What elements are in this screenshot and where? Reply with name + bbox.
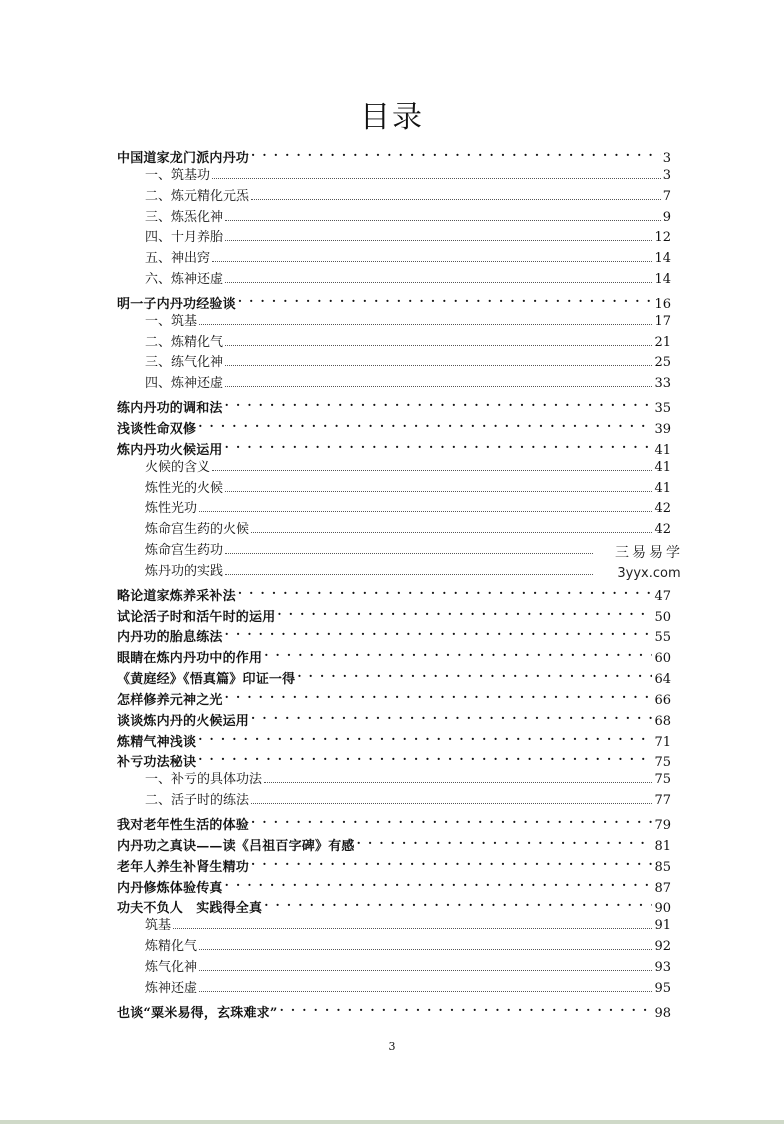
toc-subentry[interactable] bbox=[117, 225, 671, 246]
toc-entry[interactable] bbox=[117, 413, 671, 437]
toc-entry-page: 41 bbox=[654, 480, 671, 496]
toc-subentry[interactable] bbox=[117, 371, 671, 392]
dot-leader bbox=[225, 434, 653, 454]
dot-leader bbox=[225, 371, 652, 387]
toc-subentry[interactable] bbox=[117, 496, 671, 517]
toc-entry-title: 内丹功的胎息练法 bbox=[117, 630, 223, 646]
toc-subentry[interactable] bbox=[117, 559, 671, 580]
dot-leader bbox=[199, 309, 652, 325]
toc-entry-title: 二、炼元精化元炁 bbox=[145, 188, 250, 204]
toc-entry[interactable] bbox=[117, 288, 671, 312]
dot-leader bbox=[212, 246, 652, 262]
dot-leader bbox=[212, 455, 652, 471]
toc-entry-title: 五、神出窍 bbox=[145, 251, 211, 267]
dot-leader bbox=[251, 142, 661, 162]
toc-subentry[interactable] bbox=[117, 267, 671, 288]
dot-leader bbox=[198, 746, 652, 766]
toc-entry-page: 21 bbox=[654, 334, 671, 350]
toc-entry-page: 3 bbox=[662, 151, 671, 166]
toc-entry-page: 41 bbox=[654, 459, 671, 475]
toc-entry-page: 64 bbox=[654, 672, 671, 688]
toc-entry-title: 炼丹功的实践 bbox=[145, 563, 224, 579]
toc-entry[interactable] bbox=[117, 434, 671, 458]
toc-entry[interactable] bbox=[117, 997, 671, 1021]
toc-entry-page: 81 bbox=[654, 838, 671, 854]
toc-entry-title: 明一子内丹功经验谈 bbox=[117, 296, 236, 312]
dot-leader bbox=[199, 496, 652, 512]
toc-entry-title: 中国道家龙门派内丹功 bbox=[117, 151, 250, 166]
toc-entry-page: 33 bbox=[654, 376, 671, 392]
toc-entry-page: 85 bbox=[654, 859, 671, 875]
dot-leader bbox=[198, 726, 652, 746]
toc-entry-title: 我对老年性生活的体验 bbox=[117, 818, 250, 833]
toc-entry-title: 三、炼炁化神 bbox=[145, 209, 224, 225]
dot-leader bbox=[251, 851, 652, 871]
toc-subentry[interactable] bbox=[117, 309, 671, 330]
toc-entry-page: 71 bbox=[654, 734, 671, 750]
dot-leader bbox=[198, 413, 652, 433]
toc-subentry[interactable] bbox=[117, 976, 671, 997]
toc-entry-title: 四、炼神还虚 bbox=[145, 376, 224, 392]
toc-entry-page: 12 bbox=[654, 230, 671, 246]
dot-leader bbox=[251, 517, 652, 533]
toc-entry-title: 炼内丹功火候运用 bbox=[117, 442, 223, 458]
toc-entry-title: 三、练气化神 bbox=[145, 355, 224, 371]
toc-entry-title: 内丹修炼体验传真 bbox=[117, 880, 223, 896]
toc-entry[interactable] bbox=[117, 580, 671, 604]
toc-entry-title: 补亏功法秘诀 bbox=[117, 755, 197, 771]
toc-entry-title: 筑基 bbox=[145, 918, 172, 934]
toc-entry-title: 二、炼精化气 bbox=[145, 334, 224, 350]
watermark bbox=[594, 542, 704, 581]
toc-subentry[interactable] bbox=[117, 330, 671, 351]
toc-entry-title: 练内丹功的调和法 bbox=[117, 401, 223, 417]
toc-subentry[interactable] bbox=[117, 350, 671, 371]
dot-leader bbox=[225, 392, 653, 412]
toc-entry[interactable] bbox=[117, 809, 671, 833]
toc-entry-title: 六、炼神还虚 bbox=[145, 272, 224, 288]
toc-entry-page: 35 bbox=[654, 401, 671, 417]
toc-entry-title: 炼命宫生药功 bbox=[145, 543, 224, 559]
toc-entry-page: 93 bbox=[654, 959, 671, 975]
toc-subentry[interactable] bbox=[117, 538, 671, 559]
toc-entry-page: 90 bbox=[654, 901, 671, 917]
dot-leader bbox=[225, 476, 652, 492]
toc-subentry[interactable] bbox=[117, 476, 671, 497]
toc-entry-page: 25 bbox=[654, 355, 671, 371]
dot-leader bbox=[225, 684, 653, 704]
toc-entry-title: 炼性光的火候 bbox=[145, 480, 224, 496]
dot-leader bbox=[199, 934, 652, 950]
toc-entry-title: 《黄庭经》《悟真篇》印证一得 bbox=[117, 672, 296, 688]
toc-entry-title: 老年人养生补肾生精功 bbox=[117, 859, 250, 875]
dot-leader bbox=[357, 830, 653, 850]
toc-entry-title: 炼精化气 bbox=[145, 939, 198, 955]
dot-leader bbox=[212, 163, 661, 179]
toc-entry-page: 42 bbox=[654, 522, 671, 538]
toc-entry-page: 42 bbox=[654, 501, 671, 517]
toc-entry-page: 91 bbox=[654, 918, 671, 934]
toc-entry-title: 眼睛在炼内丹功中的作用 bbox=[117, 651, 263, 667]
toc-entry-page: 60 bbox=[654, 651, 671, 667]
toc-entry[interactable] bbox=[117, 392, 671, 417]
bottom-border bbox=[0, 1120, 784, 1124]
toc-entry-page: 75 bbox=[654, 755, 671, 771]
toc-entry-page: 77 bbox=[654, 793, 671, 809]
dot-leader bbox=[264, 642, 652, 662]
dot-leader bbox=[225, 205, 661, 221]
table-of-contents bbox=[117, 142, 671, 1021]
toc-entry-page: 68 bbox=[654, 713, 671, 729]
toc-entry-title: 炼性光功 bbox=[145, 501, 198, 517]
toc-entry-title: 功夫不负人 实践得全真 bbox=[117, 901, 263, 917]
toc-entry-page: 41 bbox=[654, 442, 671, 458]
page-title: 目录 bbox=[360, 100, 424, 135]
dot-leader bbox=[225, 267, 652, 283]
toc-subentry[interactable] bbox=[117, 455, 671, 476]
toc-subentry[interactable] bbox=[117, 955, 671, 976]
toc-entry[interactable] bbox=[117, 142, 671, 166]
dot-leader bbox=[238, 288, 653, 308]
toc-entry-title: 略论道家炼养采补法 bbox=[117, 588, 236, 604]
toc-entry-page: 14 bbox=[654, 251, 671, 267]
dot-leader bbox=[199, 976, 652, 992]
watermark-text: 三易易学 bbox=[615, 545, 683, 561]
toc-entry-title: 一、筑基功 bbox=[145, 167, 211, 183]
dot-leader bbox=[264, 892, 652, 912]
toc-entry-page: 17 bbox=[654, 313, 671, 329]
toc-subentry[interactable] bbox=[117, 913, 671, 934]
toc-entry-page: 55 bbox=[654, 630, 671, 646]
toc-entry-title: 浅谈性命双修 bbox=[117, 421, 197, 437]
toc-entry-title: 试论活子时和活午时的运用 bbox=[117, 609, 276, 625]
toc-entry-page: 95 bbox=[654, 980, 671, 996]
dot-leader bbox=[173, 913, 652, 929]
toc-subentry[interactable] bbox=[117, 767, 671, 788]
toc-subentry[interactable] bbox=[117, 184, 671, 205]
toc-entry-title: 四、十月养胎 bbox=[145, 230, 224, 246]
dot-leader bbox=[225, 330, 652, 346]
toc-entry[interactable] bbox=[117, 726, 671, 750]
toc-entry-title: 炼精气神浅谈 bbox=[117, 734, 197, 750]
dot-leader bbox=[280, 997, 653, 1017]
toc-entry-page: 92 bbox=[654, 939, 671, 955]
toc-entry-page: 39 bbox=[654, 421, 671, 437]
dot-leader bbox=[264, 767, 652, 783]
dot-leader bbox=[238, 580, 653, 600]
toc-entry-page: 79 bbox=[654, 818, 671, 833]
toc-entry-title: 一、补亏的具体功法 bbox=[145, 772, 263, 788]
toc-entry-page: 47 bbox=[654, 588, 671, 604]
dot-leader bbox=[297, 663, 652, 683]
toc-entry-page: 3 bbox=[662, 167, 671, 183]
toc-entry-title: 火候的含义 bbox=[145, 459, 211, 475]
toc-entry-page: 98 bbox=[654, 1005, 671, 1021]
toc-entry-page: 75 bbox=[654, 772, 671, 788]
toc-entry-title: 谈谈炼内丹的火候运用 bbox=[117, 713, 250, 729]
dot-leader bbox=[199, 955, 652, 971]
toc-entry-title: 也谈“粟米易得，玄珠难求” bbox=[117, 1005, 278, 1021]
toc-entry-page: 50 bbox=[654, 609, 671, 625]
toc-entry[interactable] bbox=[117, 746, 671, 771]
toc-subentry[interactable] bbox=[117, 517, 671, 538]
toc-entry-page: 16 bbox=[654, 296, 671, 312]
toc-subentry[interactable] bbox=[117, 163, 671, 184]
toc-entry-title: 一、筑基 bbox=[145, 313, 198, 329]
page-number: 3 bbox=[388, 1040, 396, 1053]
toc-entry-title: 怎样修养元神之光 bbox=[117, 692, 223, 708]
toc-entry-page: 14 bbox=[654, 272, 671, 288]
dot-leader bbox=[225, 621, 653, 641]
dot-leader bbox=[251, 809, 652, 829]
toc-subentry[interactable] bbox=[117, 934, 671, 955]
toc-entry-title: 内丹功之真诀——读《吕祖百字碑》有感 bbox=[117, 838, 355, 854]
toc-entry-title: 炼气化神 bbox=[145, 959, 198, 975]
toc-entry-page: 9 bbox=[662, 209, 671, 225]
dot-leader bbox=[277, 601, 652, 621]
toc-entry-title: 二、活子时的练法 bbox=[145, 793, 250, 809]
dot-leader bbox=[225, 872, 653, 892]
toc-entry-page: 7 bbox=[662, 188, 671, 204]
dot-leader bbox=[251, 788, 652, 804]
dot-leader bbox=[251, 184, 661, 200]
dot-leader bbox=[251, 705, 652, 725]
toc-subentry[interactable] bbox=[117, 788, 671, 809]
toc-entry-page: 66 bbox=[654, 692, 671, 708]
toc-subentry[interactable] bbox=[117, 246, 671, 267]
watermark-url: 3yyx.com bbox=[617, 566, 681, 581]
toc-entry-title: 炼神还虚 bbox=[145, 980, 198, 996]
toc-subentry[interactable] bbox=[117, 205, 671, 226]
dot-leader bbox=[225, 225, 652, 241]
toc-entry-page: 87 bbox=[654, 880, 671, 896]
dot-leader bbox=[225, 350, 652, 366]
toc-entry-title: 炼命宫生药的火候 bbox=[145, 522, 250, 538]
